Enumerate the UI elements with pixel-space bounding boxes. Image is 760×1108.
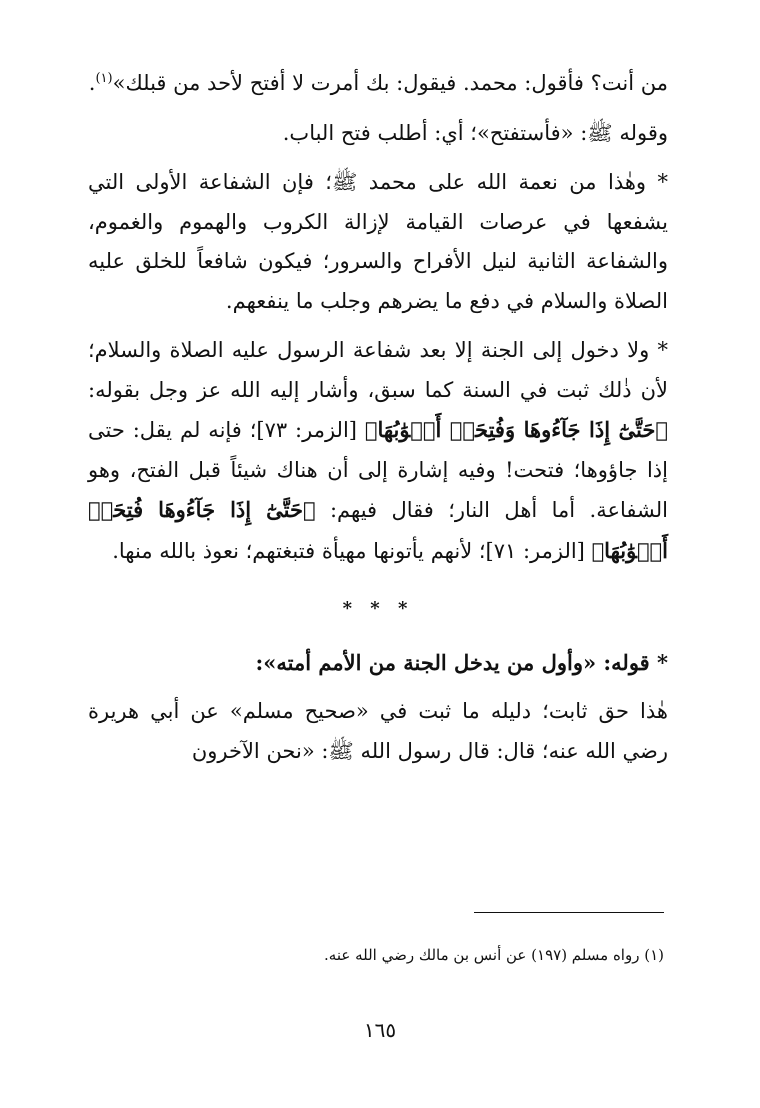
section-separator: * * * xyxy=(342,598,414,619)
footnote: (١) رواه مسلم (١٩٧) عن أنس بن مالك رضي الله عنه. xyxy=(324,946,664,964)
page-number: ١٦٥ xyxy=(363,1018,397,1042)
paragraph-1-text: من أنت؟ فأقول: محمد. فيقول: بك أمرت لا أفتح لأحد من قبلك» xyxy=(112,71,668,95)
section-heading: * قوله: «وأول من يدخل الجنة من الأمم أمته»: xyxy=(255,649,668,675)
footnote-reference[interactable]: (١) xyxy=(95,71,113,86)
main-text xyxy=(88,64,668,771)
paragraph-4-part-b: [الزمر: ٧٣]؛ فإنه لم يقل: حتى إذا جاؤوها؛ فتحت! وفيه إشارة إلى أن هناك شيئاً قبل الفتح، وهو الشفاعة. أما أهل النار؛ فقال فيهم: xyxy=(88,418,668,522)
paragraph-4-part-a: * ولا دخول إلى الجنة إلا بعد شفاعة الرسول عليه الصلاة والسلام؛ لأن ذٰلك ثبت في السنة كما سبق، وأشار إليه الله عز وجل بقوله: xyxy=(88,338,668,402)
paragraph-1-end: . xyxy=(88,71,96,95)
quran-verse-2: ﴿حَتَّىٰٓ إِذَا جَآءُوهَا فُتِحَتۡ أَبۡوَٰبُهَا﴾ xyxy=(88,497,668,563)
paragraph-4 xyxy=(88,331,668,571)
paragraph-1 xyxy=(88,64,668,104)
footnote-divider xyxy=(474,912,664,913)
paragraph-3: * وهٰذا من نعمة الله على محمد ﷺ؛ فإن الشفاعة الأولى التي يشفعها في عرصات القيامة لإزالة الكروب والهموم والغموم، والشفاعة الثانية لنيل الأفراح والسرور؛ فيكون شافعاً للخلق عليه الصلاة والسلام في دفع ما يضرهم وجلب ما ينفعهم. xyxy=(88,170,668,313)
paragraph-2: وقوله ﷺ: «فأستفتح»؛ أي: أطلب فتح الباب. xyxy=(282,120,668,145)
paragraph-4-part-c: [الزمر: ٧١]؛ لأنهم يأتونها مهيأة فتبغتهم؛ نعوذ بالله منها. xyxy=(112,538,585,563)
paragraph-5: هٰذا حق ثابت؛ دليله ما ثبت في «صحيح مسلم» عن أبي هريرة رضي الله عنه؛ قال: قال رسول الله ﷺ: «نحن الآخرون xyxy=(88,699,668,763)
quran-verse-1: ﴿حَتَّىٰٓ إِذَا جَآءُوهَا وَفُتِحَتۡ أَبۡوَٰبُهَا﴾ xyxy=(364,417,668,442)
